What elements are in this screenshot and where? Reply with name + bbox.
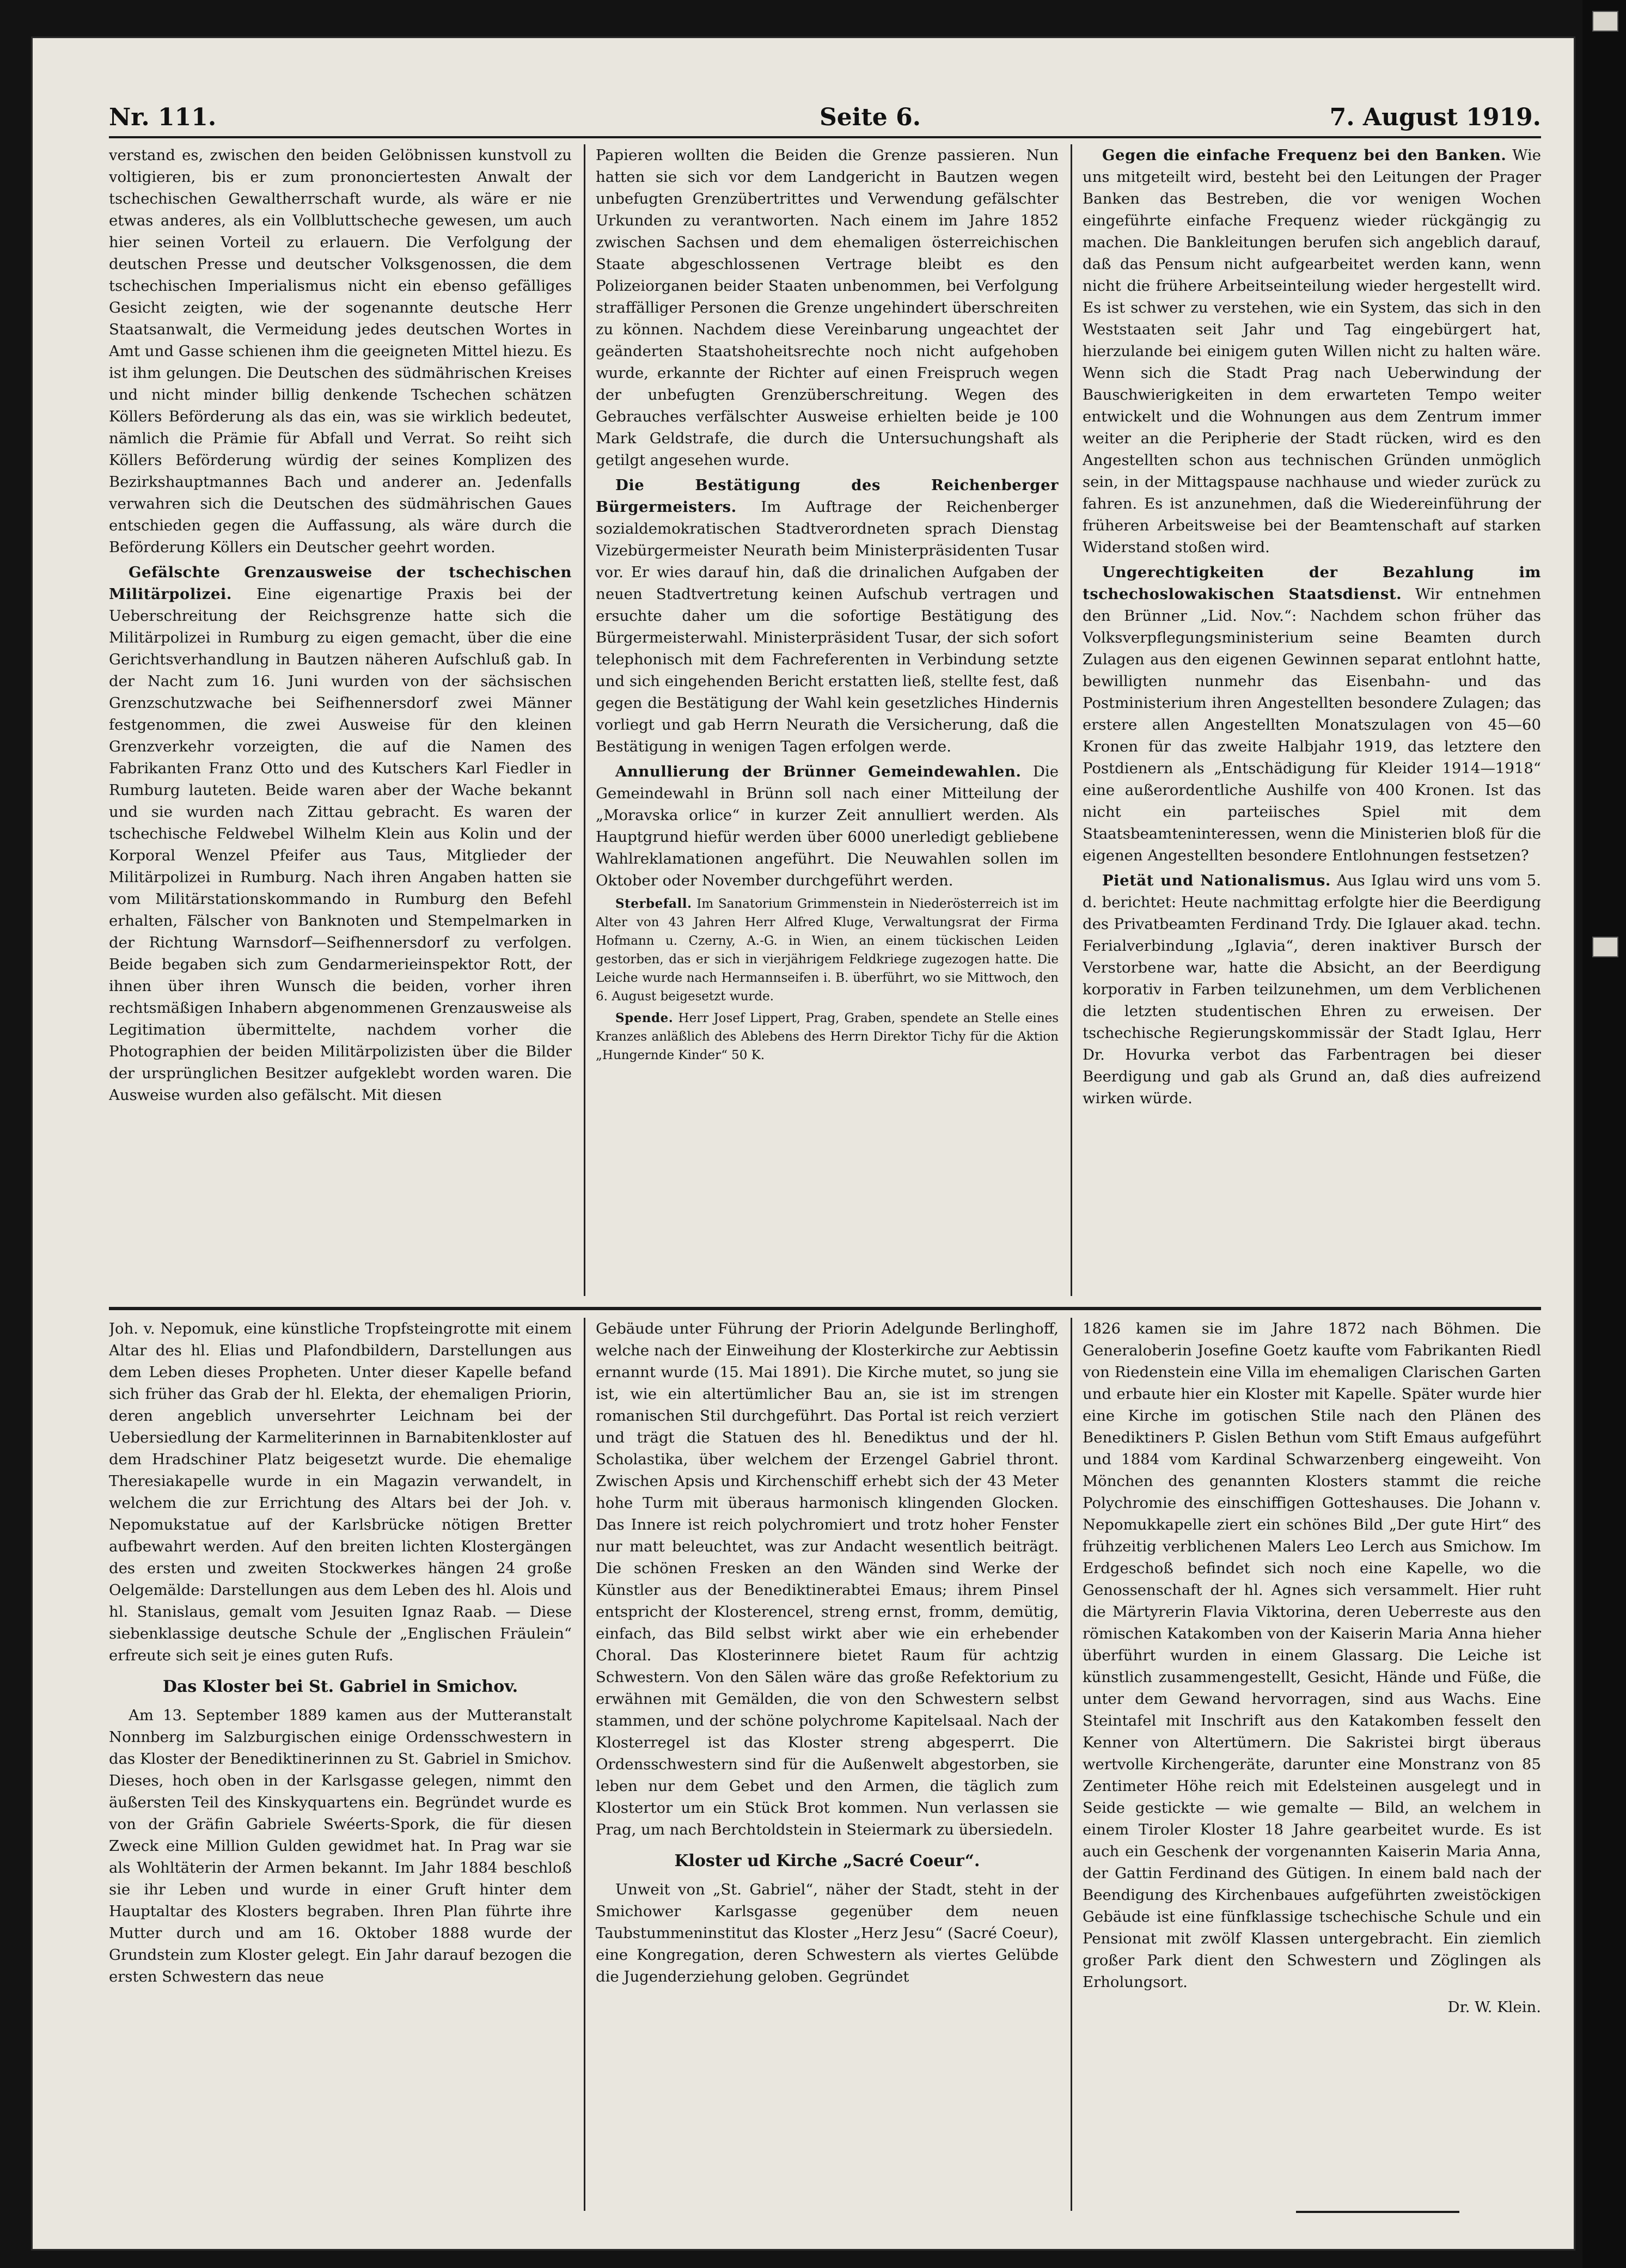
article-paragraph bbox=[1083, 144, 1541, 558]
article-paragraph bbox=[596, 1318, 1059, 1841]
column-divider bbox=[584, 1318, 585, 2211]
article-text: Die Gemeindewahl in Brünn soll nach einer Mitteilung der „Moravska orlice“ in kurzer Zeit annulliert werden. Als Hauptgrund hiefür werden über 6000 unerledigt gebliebene Wahlreklamationen angeführt. Die Neuwahlen sollen im Oktober oder November durchgeführt werden. bbox=[596, 763, 1059, 889]
section-heading: Das Kloster bei St. Gabriel in Smichov. bbox=[162, 1677, 518, 1696]
article-text: Herr Josef Lippert, Prag, Graben, spendete an Stelle eines Kranzes anläßlich des Ablebens des Herrn Direktor Tichy für die Aktion „Hungernde Kinder“ 50 K. bbox=[596, 1011, 1059, 1062]
article-text: Papieren wollten die Beiden die Grenze passieren. Nun hatten sie sich vor dem Landgericht in Bautzen wegen unbefugten Grenzübertrittes und Verwendung gefälschter Urkunden zu verantworten. Nach einem im Jahre 1852 zwischen Sachsen und dem ehemaligen österreichischen Staate abgeschlossenen Vertrage bleibt es den Polizeiorganen beider Staaten unbenommen, bei Verfolgung straffälliger Personen die Grenze ungehindert überschreiten zu können. Nachdem diese Vereinbarung ungeachtet der geänderten Staatshoheitsrechte noch nicht aufgehoben wurde, erkannte der Richter auf einen Freispruch wegen der unbefugten Grenzüberschreitung. Wegen des Gebrauches verfälschter Ausweise erhielten beide je 100 Mark Geldstrafe, die durch die Untersuchungshaft als getilgt angesehen wurde. bbox=[596, 146, 1059, 469]
article-paragraph bbox=[1083, 561, 1541, 866]
article-paragraph bbox=[596, 1009, 1059, 1065]
article-text: Joh. v. Nepomuk, eine künstliche Tropfsteingrotte mit einem Altar des hl. Elias und Plafondbildern, Darstellungen aus dem Leben dieses Propheten. Unter dieser Kapelle befand sich früher das Grab der hl. Elekta, der ehemaligen Priorin, deren angeblich unversehrter Leichnam bei der Uebersiedlung der Karmeliterinnen in Barnabitenkloster auf dem Hradschiner Platz beigesetzt wurde. Die ehemalige Theresiakapelle wurde in ein Magazin verwandelt, in welchem die zur Errichtung des Altars bei der Joh. v. Nepomukstatue auf der Karlsbrücke nötigen Bretter aufbewahrt werden. Auf den breiten lichten Klostergängen des ersten und zweiten Stockwerkes hängen 24 große Oelgemälde: Darstellungen aus dem Leben des hl. Alois und hl. Stanislaus, gemalt vom Jesuiten Ignaz Raab. — Diese siebenklassige deutsche Schule der „Englischen Fräulein“ erfreute sich seit je eines guten Rufs. bbox=[109, 1320, 572, 1664]
section-heading: Kloster ud Kirche „Sacré Coeur“. bbox=[674, 1851, 980, 1870]
article-text: Wie uns mitgeteilt wird, besteht bei den Leitungen der Prager Banken das Bestreben, die vor wenigen Wochen eingeführte einfache Frequenz wieder rückgängig zu machen. Die Bankleitungen berufen sich angeblich darauf, daß das Pensum nicht aufgearbeitet werden kann, wenn nicht die frühere Arbeitseinteilung wieder hergestellt wird. Es ist schwer zu verstehen, wie ein System, das sich in den Weststaaten seit Jahr und Tag eingebürgert hat, hierzulande bei einigem guten Willen nicht zu halten wäre. Wenn sich die Stadt Prag nach Ueberwindung der Bauschwierigkeiten in dem erwarteten Tempo weiter entwickelt und die Wohnungen aus dem Zentrum immer weiter an die Peripherie der Stadt rücken, wird es den Angestellten schon aus technischen Gründen unmöglich sein, in der Mittagspause nachhause und wieder zurück zu fahren. Es ist anzunehmen, daß die Wiedereinführung der früheren Arbeitsweise bei der Beamtenschaft auf starken Widerstand stoßen wird. bbox=[1083, 146, 1541, 556]
section-rule bbox=[109, 1307, 1541, 1310]
article-text: Im Auftrage der Reichenberger sozialdemokratischen Stadtverordneten sprach Dienstag Vizebürgermeister Neurath beim Ministerpräsidenten Tusar vor. Er wies darauf hin, daß die drinalichen Aufgaben der neuen Stadtvertretung keinen Aufschub vertragen und ersuchte daher um die sofortige Bestätigung des Bürgermeisterwahl. Ministerpräsident Tusar, der sich sofort telephonisch mit dem Fachreferenten in Verbindung setzte und sich eingehenden Bericht erstatten ließ, stellte fest, daß gegen die Bestätigung der Wahl kein gesetzliches Hindernis vorliegt und gab Herrn Neurath die Versicherung, daß die Bestätigung in wenigen Tagen erfolgen werde. bbox=[596, 498, 1059, 755]
binding-edge bbox=[1582, 0, 1626, 2268]
article-headline: Sterbefall. bbox=[615, 896, 692, 911]
author-signature: Dr. W. Klein. bbox=[1447, 1998, 1541, 2016]
article-text: Wir entnehmen den Brünner „Lid. Nov.“: Nachdem schon früher das Volksverpflegungsministerium seine Beamten durch Zulagen aus den eigenen Gewinnen separat entlohnt hatte, bewilligten nunmehr das Eisenbahn- und das Postministerium ihren Angestellten besondere Zulagen; das erstere allen Angestellten Monatszulagen von 45—60 Kronen für das zweite Halbjahr 1919, das letztere den Postdienern als „Entschädigung für Kleider 1914—1918“ eine außerordentliche Aushilfe von 400 Kronen. Ist das nicht ein parteiisches Spiel mit dem Staatsbeamteninteressen, wenn die Ministerien bloß für die eigenen Angestellten besondere Entlohnungen festsetzen? bbox=[1083, 585, 1541, 864]
article-text: Eine eigenartige Praxis bei der Ueberschreitung der Reichsgrenze hatte sich die Militärpolizei in Rumburg zu eigen gemacht, über die eine Gerichtsverhandlung in Bautzen näheren Aufschluß gab. In der Nacht zum 16. Juni wurden von der sächsischen Grenzschutzwache bei Seifhennersdorf zwei Männer festgenommen, die zwei Ausweise für den kleinen Grenzverkehr vorzeigten, die auf die Namen des Fabrikanten Franz Otto und des Kutschers Karl Fiedler in Rumburg lauteten. Beide waren aber der Wache bekannt und sie wurden nach Zittau gebracht. Es waren der tschechische Feldwebel Wilhelm Klein aus Kolin und der Korporal Wenzel Pfeifer aus Taus, Mitglieder der Militärpolizei in Rumburg. Nach ihren Angaben hatten sie vom Militärstationskommando in Rumburg den Befehl erhalten, Fälscher von Banknoten und Stempelmarken in der Richtung Warnsdorf—Seifhennersdorf zu verfolgen. Beide begaben sich zum Gendarmerieinspektor Rott, der ihnen über ihren Wunsch die beiden, vorher ihren rechtsmäßigen Inhabern abgenommenen Grenzausweise als Legitimation übermittelte, nachdem vorher die Photographien der beiden Militärpolizisten über die Bilder der ursprünglichen Besitzer aufgeklebt worden waren. Die Ausweise wurden also gefälscht. Mit diesen bbox=[109, 585, 572, 1104]
article-text: Gebäude unter Führung der Priorin Adelgunde Berlinghoff, welche nach der Einweihung der Klosterkirche zur Aebtissin ernannt wurde (15. Mai 1891). Die Kirche mutet, so jung sie ist, wie ein altertümlicher Bau an, sie ist im strengen romanischen Stil durchgeführt. Das Portal ist reich verziert und trägt die Statuen des hl. Benediktus und der hl. Scholastika, über welchem der Erzengel Gabriel thront. Zwischen Apsis und Kirchenschiff erhebt sich der 43 Meter hohe Turm mit überaus harmonisch klingenden Glocken. Das Innere ist reich polychromiert und trotz hoher Fenster nur matt beleuchtet, was zur Andacht wesentlich beiträgt. Die schönen Fresken an den Wänden sind Werke der Künstler aus der Benediktinerabtei Emaus; ihrem Pinsel entspricht der Klosterencel, streng ernst, fromm, demütig, einfach, das Bild selbst wirkt aber wie ein erhebender Choral. Das Klosterinnere bietet Raum für achtzig Schwestern. Von den Sälen wäre das große Refektorium zu erwähnen mit Gemälden, die von den Schwestern selbst stammen, und der schöne polychrome Kapitelsaal. Nach der Klosterregel ist das Kloster streng abgesperrt. Die Ordensschwestern sind für die Außenwelt abgestorben, sie leben nur dem Gebet und den Armen, die täglich zum Klostertor um ein Stück Brot kommen. Nun verlassen sie Prag, um nach Berchtoldstein in Steiermark zu übersiedeln. bbox=[596, 1320, 1059, 1838]
column-divider bbox=[584, 144, 585, 1296]
article-paragraph bbox=[596, 761, 1059, 891]
article-text: Im Sanatorium Grimmenstein in Niederösterreich ist im Alter von 43 Jahren Herr Alfred Kluge, Verwaltungsrat der Firma Hofmann u. Czerny, A.-G. in Wien, an einem tückischen Leiden gestorben, das er sich in vierjährigem Feldkriege zugezogen hatte. Die Leiche wurde nach Hermannseifen i. B. überführt, wo sie Mittwoch, den 6. August beigesetzt wurde. bbox=[596, 897, 1059, 1004]
article-paragraph bbox=[596, 895, 1059, 1006]
article-paragraph bbox=[596, 144, 1059, 471]
top-column-3 bbox=[1083, 144, 1541, 1296]
article-headline: Gegen die einfache Frequenz bei den Banken. bbox=[1102, 146, 1507, 164]
article-text: verstand es, zwischen den beiden Gelöbnissen kunstvoll zu voltigieren, bis er zum prononciertesten Anwalt der tschechischen Gewaltherrschaft wurde, als wäre er nie etwas anderes, als ein Vollbluttscheche gewesen, um auch hier seinen Vorteil zu erlauern. Die Verfolgung der deutschen Presse und deutscher Volksgenossen, die dem tschechischen Imperialismus nicht ein ebenso gefälliges Gesicht zeigten, wie der sogenannte deutsche Herr Staatsanwalt, die Vermeidung jedes deutschen Wortes in Amt und Gasse schienen ihm die geeigneten Mittel hiezu. Es ist ihm gelungen. Die Deutschen des südmährischen Kreises und nicht minder billig denkende Tschechen schätzen Köllers Beförderung als das ein, was sie wirklich bedeutet, nämlich die Prämie für Abfall und Verrat. So reiht sich Köllers Beförderung würdig der seines Komplizen des Bezirkshauptmannes Bach und anderer an. Jedenfalls verwahren sich die Deutschen des südmährischen Gaues entschieden gegen die Auffassung, als wäre durch die Beförderung Köllers ein Deutscher geehrt worden. bbox=[109, 146, 572, 556]
column-divider bbox=[1071, 144, 1072, 1296]
newspaper-page bbox=[33, 38, 1574, 2249]
column-divider bbox=[1071, 1318, 1072, 2211]
binding-tab bbox=[1592, 11, 1618, 32]
header-rule bbox=[109, 136, 1541, 138]
article-headline: Spende. bbox=[615, 1011, 674, 1025]
article-headline: Ungerechtigkeiten der Bezahlung im tschechoslowakischen Staatsdienst. bbox=[1083, 564, 1541, 603]
article-text: 1826 kamen sie im Jahre 1872 nach Böhmen. Die Generaloberin Josefine Goetz kaufte vom Fabrikanten Riedl von Riedenstein eine Villa im ehemaligen Clarischen Garten und erbaute hier ein Kloster mit Kapelle. Später wurde hier eine Kirche im gotischen Stile nach den Plänen des Benediktiners P. Gislen Bethun vom Stift Emaus aufgeführt und 1884 vom Kardinal Schwarzenberg eingeweiht. Von Mönchen des genannten Klosters stammt die reiche Polychromie des einschiffigen Gotteshauses. Die Johann v. Nepomukkapelle ziert ein schönes Bild „Der gute Hirt“ des frühzeitig verblichenen Malers Leo Lerch aus Smichow. Im Erdgeschoß befindet sich noch eine Kapelle, wo die Genossenschaft der hl. Agnes sich versammelt. Hier ruht die Märtyrerin Flavia Viktorina, deren Ueberreste aus den römischen Katakomben von der Kaiserin Maria Anna hieher überführt wurden in einem Glassarg. Die Leiche ist künstlich zusammengestellt, Gesicht, Hände und Füße, die unter dem Gewand hervorragen, sind aus Wachs. Eine Steintafel mit Inschrift aus den Katakomben fesselt den Kenner von Altertümern. Die Sakristei birgt überaus wertvolle Kirchengeräte, darunter eine Monstranz von 85 Zentimeter Höhe reich mit Edelsteinen ausgelegt und in Seide gestickte — wie gemalte — Bild, an welchem in einem Tiroler Kloster 18 Jahre gearbeitet wurde. Es ist auch ein Geschenk der vorgenannten Kaiserin Maria Anna, der Gattin Ferdinand des Gütigen. In einem bald nach der Beendigung des Kirchenbaues aufgeführten zweistöckigen Gebäude ist eine fünfklassige tschechische Schule und ein Pensionat mit zwölf Klassen untergebracht. Ein ziemlich großer Park dient den Schwestern und Zöglingen als Erholungsort. bbox=[1083, 1320, 1541, 1991]
article-paragraph bbox=[596, 1879, 1059, 1988]
article-paragraph bbox=[109, 144, 572, 558]
issue-number: Nr. 111. bbox=[109, 103, 217, 131]
bottom-column-3 bbox=[1083, 1318, 1541, 2211]
article-paragraph bbox=[1083, 870, 1541, 1109]
article-headline: Die Bestätigung des Reichenberger Bürgermeisters. bbox=[596, 476, 1059, 516]
article-headline: Annullierung der Brünner Gemeindewahlen. bbox=[615, 763, 1022, 780]
top-column-1 bbox=[109, 144, 572, 1296]
page-number: Seite 6. bbox=[820, 103, 921, 131]
article-headline: Gefälschte Grenzausweise der tschechischen Militärpolizei. bbox=[109, 564, 572, 603]
article-headline: Pietät und Nationalismus. bbox=[1102, 872, 1331, 889]
article-paragraph bbox=[596, 474, 1059, 757]
article-paragraph bbox=[109, 1704, 572, 1988]
article-paragraph bbox=[109, 1318, 572, 1666]
binding-tab bbox=[1592, 937, 1618, 957]
page-header bbox=[109, 82, 1541, 142]
top-column-2 bbox=[596, 144, 1059, 1296]
issue-date: 7. August 1919. bbox=[1329, 103, 1541, 131]
article-text: Unweit von „St. Gabriel“, näher der Stadt, steht in der Smichower Karlsgasse gegenüber dem neuen Taubstummeninstitut das Kloster „Herz Jesu“ (Sacré Coeur), eine Kongregation, deren Schwestern als viertes Gelübde die Jugenderziehung geloben. Gegründet bbox=[596, 1881, 1059, 1985]
article-text: Aus Iglau wird uns vom 5. d. berichtet: Heute nachmittag erfolgte hier die Beerdigung des Privatbeamten Ferdinand Trdy. Die Iglauer akad. techn. Ferialverbindung „Iglavia“, deren inaktiver Bursch der Verstorbene war, hatte die Absicht, an der Beerdigung korporativ in Farben teilzunehmen, um dem Verblichenen die letzten studentischen Ehren zu erweisen. Der tschechische Regierungskommissär der Stadt Iglau, Herr Dr. Hovurka verbot das Farbentragen bei dieser Beerdigung und gab als Grund an, daß dies aufreizend wirken würde. bbox=[1083, 872, 1541, 1107]
article-text: Am 13. September 1889 kamen aus der Mutteranstalt Nonnberg im Salzburgischen einige Ordensschwestern in das Kloster der Benediktinerinnen zu St. Gabriel in Smichov. Dieses, hoch oben in der Karlsgasse gelegen, nimmt den äußersten Teil des Kinskyquartens ein. Begründet wurde es von der Gräfin Gabriele Swéerts-Spork, die für diesen Zweck eine Million Gulden gewidmet hat. In Prag war sie als Wohltäterin der Armen bekannt. Im Jahr 1884 beschloß sie ihr Leben und wurde in einer Gruft hinter dem Hauptaltar des Klosters begraben. Ihren Plan führte ihre Mutter durch und am 16. Oktober 1888 wurde der Grundstein zum Kloster gelegt. Ein Jahr darauf bezogen die ersten Schwestern das neue bbox=[109, 1707, 572, 1985]
bottom-column-2 bbox=[596, 1318, 1059, 2211]
article-paragraph bbox=[1083, 1318, 1541, 1993]
article-paragraph bbox=[109, 561, 572, 1106]
end-rule bbox=[1296, 2211, 1459, 2213]
bottom-column-1 bbox=[109, 1318, 572, 2211]
